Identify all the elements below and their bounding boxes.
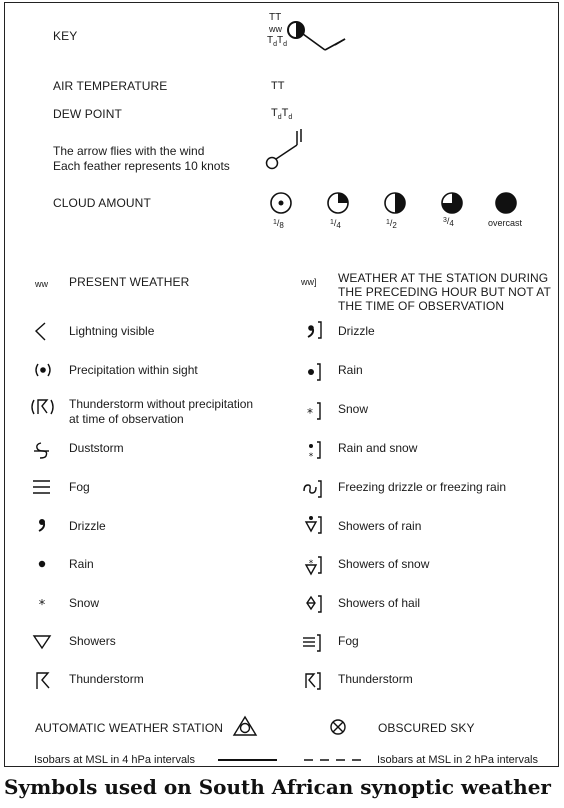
showers-icon (34, 636, 50, 648)
past-showers-of-hail-label: Showers of hail (338, 596, 421, 610)
past-weather-header-line3: THE TIME OF OBSERVATION (338, 299, 505, 313)
drizzle-icon (39, 519, 45, 531)
dew-point-label: DEW POINT (53, 107, 122, 121)
svg-text:*: * (308, 452, 314, 462)
wind-note-line1: The arrow flies with the wind (53, 144, 205, 158)
past-showers-of-hail-icon (307, 596, 321, 612)
cloud-amount-label: CLOUD AMOUNT (53, 196, 151, 210)
present-duststorm-label: Duststorm (69, 441, 124, 455)
svg-text:*: * (308, 559, 314, 569)
dew-point-symbol: $T_dT_d$ (271, 107, 293, 121)
isobars-2hpa-label: Isobars at MSL in 2 hPa intervals (377, 754, 539, 766)
past-showers-of-rain-icon (306, 516, 321, 533)
present-fog-label: Fog (69, 480, 90, 494)
past-weather-code: ww] (301, 277, 317, 287)
past-weather-header-line2: THE PRECEDING HOUR BUT NOT AT (338, 285, 551, 299)
past-rain-label: Rain (338, 363, 363, 377)
present-weather-header: PRESENT WEATHER (69, 275, 190, 289)
cloud-overcast-label: overcast (488, 218, 523, 228)
symbol-legend-panel (4, 2, 559, 767)
past-weather-header-line1: WEATHER AT THE STATION DURING (338, 271, 549, 285)
cloud-fraction-quarter: $^1/_4$ (330, 218, 341, 230)
cloud-fraction-eighth: $^1/_8$ (273, 218, 284, 230)
key-model-td: $T_dT_d$ (267, 35, 288, 48)
present-weather-code: ww (35, 279, 48, 289)
precipitation-in-sight-icon (36, 364, 50, 376)
present-rain-label: Rain (69, 557, 94, 571)
fog-icon (33, 481, 50, 493)
air-temperature-label: AIR TEMPERATURE (53, 79, 168, 93)
key-model-tt: TT (269, 12, 282, 23)
obscured-sky-label: OBSCURED SKY (378, 721, 475, 735)
key-model-ww: ww (269, 24, 282, 34)
weather-symbols-layer (5, 3, 560, 768)
present-lightning-label: Lightning visible (69, 324, 155, 338)
past-fog-icon (303, 635, 320, 651)
past-fog-label: Fog (338, 634, 359, 648)
present-thunderstorm-no-precip-label2: at time of observation (69, 412, 184, 426)
automatic-weather-station-icon (234, 717, 256, 735)
past-freezing-drizzle-icon (304, 481, 321, 497)
past-snow-icon (307, 403, 320, 420)
snow-icon: * (38, 598, 46, 613)
obscured-sky-icon (331, 720, 345, 734)
past-drizzle-label: Drizzle (338, 324, 375, 338)
cloud-fraction-half: $^1/_2$ (386, 218, 397, 230)
past-showers-of-rain-label: Showers of rain (338, 519, 422, 533)
air-temperature-symbol: TT (271, 80, 285, 92)
thunderstorm-no-precip-icon (32, 400, 53, 414)
present-precip-in-sight-label: Precipitation within sight (69, 363, 198, 377)
key-label: KEY (53, 29, 78, 43)
past-showers-of-snow-label: Showers of snow (338, 557, 430, 571)
isobars-4hpa-label: Isobars at MSL in 4 hPa intervals (34, 754, 196, 766)
duststorm-icon (34, 443, 49, 458)
past-rain-and-snow-label: Rain and snow (338, 441, 418, 455)
present-thunderstorm-no-precip-label: Thunderstorm without precipitation (69, 397, 254, 411)
past-showers-of-snow-icon (306, 557, 321, 574)
present-showers-label: Showers (69, 634, 116, 648)
thunderstorm-icon (37, 673, 49, 689)
svg-text:*: * (307, 406, 313, 420)
past-rain-icon (308, 364, 320, 380)
rain-icon (39, 561, 45, 567)
automatic-weather-station-label: AUTOMATIC WEATHER STATION (35, 721, 224, 735)
present-drizzle-label: Drizzle (69, 519, 106, 533)
past-thunderstorm-label: Thunderstorm (338, 672, 413, 686)
past-freezing-drizzle-label: Freezing drizzle or freezing rain (338, 480, 507, 494)
wind-note-line2: Each feather represents 10 knots (53, 159, 230, 173)
present-snow-label: Snow (69, 596, 100, 610)
past-thunderstorm-icon (306, 673, 320, 689)
lightning-icon (36, 323, 45, 340)
past-rain-and-snow-icon (309, 442, 320, 462)
present-thunderstorm-label: Thunderstorm (69, 672, 144, 686)
past-drizzle-icon (308, 322, 321, 338)
past-snow-label: Snow (338, 402, 369, 416)
figure-caption: Symbols used on South African synoptic weather (4, 775, 551, 799)
cloud-fraction-three-quarters: $^3/_4$ (443, 216, 454, 228)
